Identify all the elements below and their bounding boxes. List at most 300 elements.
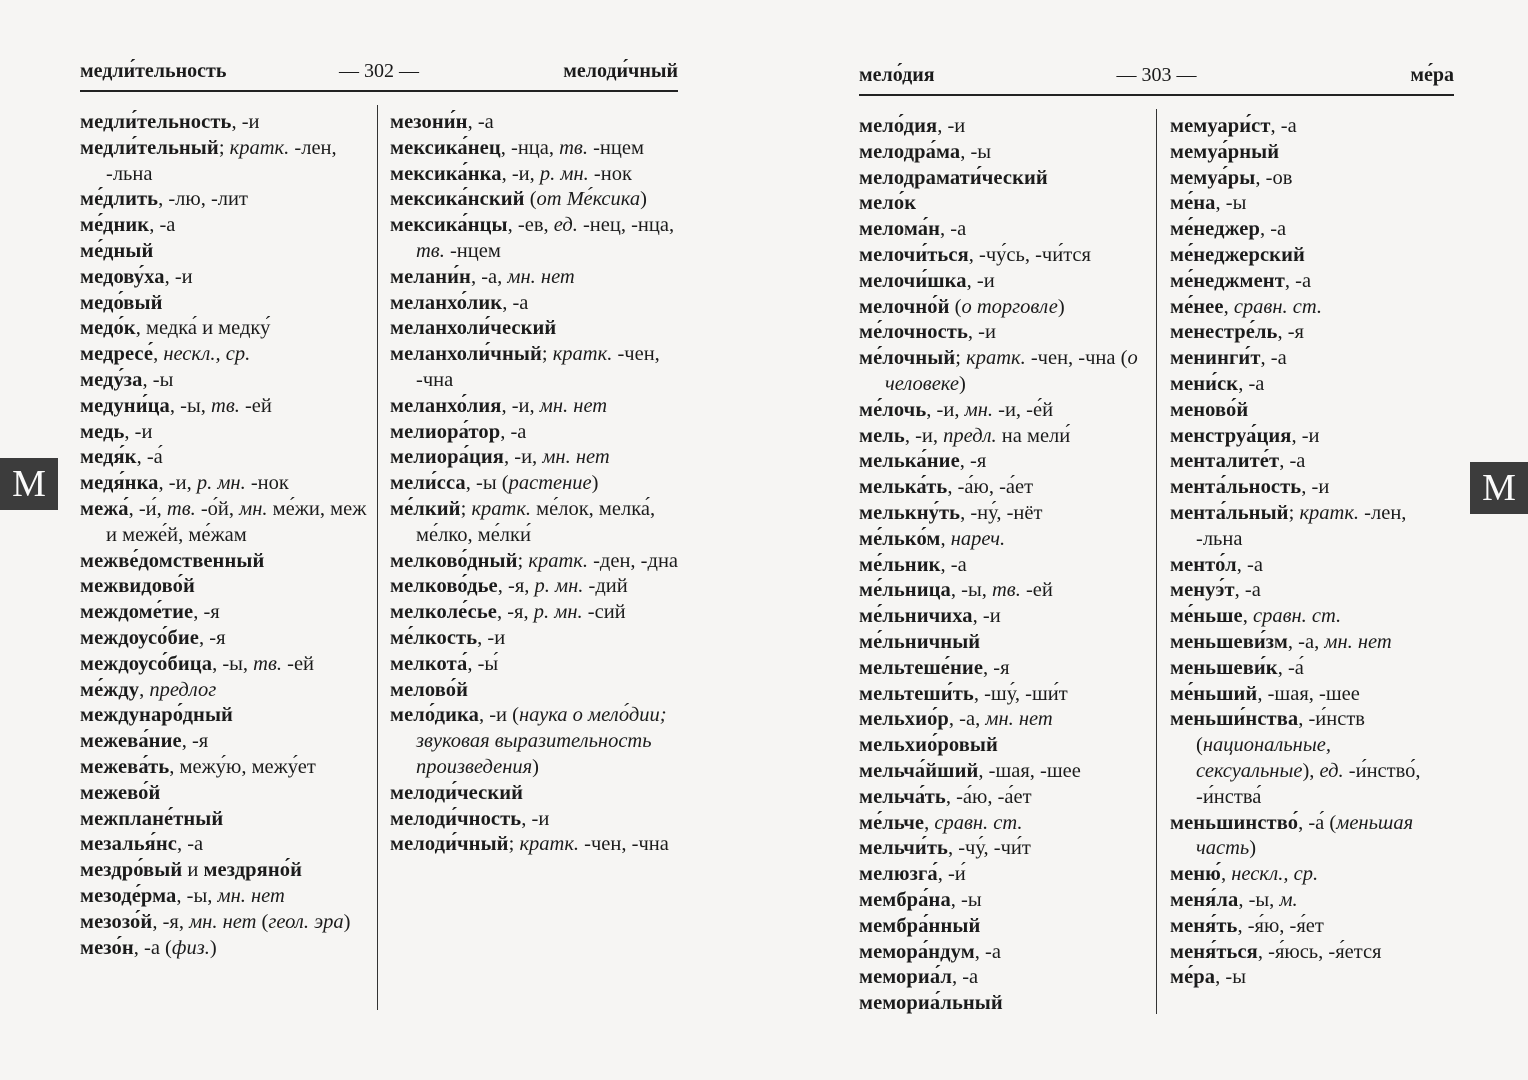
dictionary-entry xyxy=(390,291,678,317)
entry-headword: мемориа́льный xyxy=(859,992,1003,1015)
dictionary-entry xyxy=(859,166,1149,192)
entry-headword: менестре́ль xyxy=(1170,321,1278,344)
entry-grammar: , -и, мн. нет xyxy=(504,446,610,469)
entry-grammar: , -и xyxy=(521,807,550,830)
dictionary-entry xyxy=(80,832,368,858)
entry-grammar: , -и xyxy=(966,269,995,292)
dictionary-entry xyxy=(80,755,368,781)
entry-headword: меня́ла xyxy=(1170,888,1239,911)
dictionary-entry xyxy=(859,243,1149,269)
dictionary-entry xyxy=(859,630,1149,656)
dictionary-entry xyxy=(80,652,368,678)
entry-headword: менто́л xyxy=(1170,553,1237,576)
dictionary-entry xyxy=(80,497,368,549)
entry-grammar: , -чу́сь, -чи́тся xyxy=(968,243,1091,266)
entry-grammar: ; кратк. -лен, -льна xyxy=(106,136,337,185)
entry-grammar: , -ы, тв. -ей xyxy=(169,394,272,417)
dictionary-entry xyxy=(80,781,368,807)
dictionary-entry xyxy=(859,295,1149,321)
header-rule xyxy=(859,94,1454,96)
entry-headword: ме́неджерский xyxy=(1170,243,1305,266)
dictionary-entry xyxy=(80,265,368,291)
entry-headword: мелиора́тор xyxy=(390,420,501,443)
dictionary-entry xyxy=(859,965,1149,991)
entry-headword: мента́льность xyxy=(1170,476,1302,499)
entry-headword: мело́к xyxy=(859,192,917,215)
entry-headword: мента́льный xyxy=(1170,501,1289,524)
entry-headword: медь xyxy=(80,420,125,443)
entry-headword: мелоди́чный xyxy=(390,833,509,856)
entry-headword: медову́ха xyxy=(80,265,165,288)
entry-grammar: , сравн. ст. xyxy=(1223,295,1323,318)
dictionary-entry xyxy=(1170,604,1454,630)
entry-grammar: , -и xyxy=(477,626,506,649)
entry-grammar: , -шая, -шее xyxy=(1257,682,1360,705)
dictionary-entry xyxy=(859,759,1149,785)
entry-headword: ме́лько́м xyxy=(859,527,941,550)
dictionary-entry xyxy=(859,527,1149,553)
entry-headword: межева́ние xyxy=(80,730,182,753)
dictionary-entry xyxy=(1170,217,1454,243)
entry-headword: мельхио́ровый xyxy=(859,734,998,757)
entry-headword: ме́ра xyxy=(1170,966,1216,989)
dictionary-entry xyxy=(1170,424,1454,450)
dictionary-entry xyxy=(80,471,368,497)
dictionary-entry xyxy=(390,316,678,342)
dictionary-entry xyxy=(390,420,678,446)
dictionary-entry xyxy=(80,342,368,368)
letter-tab: М xyxy=(1470,462,1528,514)
entry-headword: медя́к xyxy=(80,446,137,469)
entry-headword: межплане́тный xyxy=(80,807,224,830)
entry-grammar: , -ев, ед. -нец, -нца, тв. -нцем xyxy=(416,214,675,262)
entry-headword: мексика́нцы xyxy=(390,214,508,237)
entry-grammar: , -а xyxy=(1238,372,1265,395)
entry-grammar: , -ы xyxy=(960,140,992,163)
dictionary-entry xyxy=(859,501,1149,527)
entry-grammar: , межу́ю, межу́ет xyxy=(169,755,316,778)
entry-headword: мелово́й xyxy=(390,678,468,701)
entry-grammar: , нескл., ср. xyxy=(153,343,251,366)
page-number: — 303 — xyxy=(1116,64,1197,86)
entry-headword: междоусо́бие xyxy=(80,626,199,649)
entry-grammar: , медка́ и медку́ xyxy=(135,317,271,340)
dictionary-entry xyxy=(80,213,368,239)
dictionary-entry xyxy=(390,807,678,833)
entry-grammar: , -я, мн. нет (геол. эра) xyxy=(152,910,351,933)
dictionary-entry xyxy=(80,136,368,188)
entry-headword: мелька́ние xyxy=(859,450,960,473)
entry-grammar: , -я xyxy=(959,450,987,473)
entry-grammar: , -я xyxy=(181,730,209,753)
dictionary-entry xyxy=(859,553,1149,579)
entry-headword: мезо́н xyxy=(80,936,134,959)
entry-grammar: (о торговле) xyxy=(949,295,1065,318)
entry-grammar: , -ы xyxy=(1215,966,1246,989)
column-divider xyxy=(377,105,378,1010)
entry-headword: ме́ньший xyxy=(1170,682,1258,705)
entry-headword: меланхо́лия xyxy=(390,394,502,417)
dictionary-entry xyxy=(80,703,368,729)
entry-headword: ме́льник xyxy=(859,553,941,576)
entry-grammar: , -а́ xyxy=(136,446,163,469)
entry-grammar: , -нца, тв. -нцем xyxy=(500,136,644,159)
entry-headword: ме́длить xyxy=(80,188,159,211)
entry-headword: ме́нее xyxy=(1170,295,1224,318)
dictionary-entry xyxy=(859,733,1149,759)
dictionary-entry xyxy=(1170,449,1454,475)
dictionary-entry xyxy=(1170,243,1454,269)
dictionary-entry xyxy=(390,549,678,575)
entries-column-1 xyxy=(859,114,1149,1017)
entry-headword: ме́льница xyxy=(859,579,951,602)
entry-grammar: , -и́ xyxy=(937,863,966,886)
entry-grammar: , -и xyxy=(937,115,966,137)
entry-grammar: , -а xyxy=(1234,579,1261,602)
entry-grammar: , -и, р. мн. -нок xyxy=(158,472,289,495)
entry-grammar: , -а xyxy=(951,966,979,989)
entry-headword: мембра́на xyxy=(859,888,951,911)
entry-grammar: , -я, р. мн. -сий xyxy=(496,601,626,624)
entry-headword: межве́домственный xyxy=(80,549,265,572)
entry-grammar: , -шу́, -ши́т xyxy=(973,682,1068,705)
dictionary-entry xyxy=(859,269,1149,295)
dictionary-entry xyxy=(859,991,1149,1017)
entry-grammar: , -а xyxy=(1279,450,1306,473)
entry-headword: меново́й xyxy=(1170,398,1249,421)
entry-headword: медя́нка xyxy=(80,472,159,495)
entry-headword: мемора́ндум xyxy=(859,940,975,963)
entry-grammar: , нареч. xyxy=(940,527,1006,550)
header-rule xyxy=(80,90,678,92)
entry-headword: ме́лкость xyxy=(390,626,478,649)
dictionary-entry xyxy=(859,940,1149,966)
entry-headword: менструа́ция xyxy=(1170,424,1292,447)
entry-headword: мезони́н xyxy=(390,111,468,133)
entry-headword: меня́ться xyxy=(1170,940,1258,963)
entry-headword: мексика́нка xyxy=(390,162,502,185)
dictionary-entry xyxy=(390,497,678,549)
dictionary-entry xyxy=(1170,630,1454,656)
entry-grammar: , -а́ю, -а́ет xyxy=(947,476,1034,499)
dictionary-entry xyxy=(80,600,368,626)
letter-tab: М xyxy=(0,458,58,510)
dictionary-entry xyxy=(859,707,1149,733)
dictionary-entry xyxy=(859,140,1149,166)
entry-headword: мелочи́шка xyxy=(859,269,967,292)
entry-headword: ме́неджер xyxy=(1170,218,1260,241)
entry-headword: ме́лочь xyxy=(859,398,927,421)
dictionary-entry xyxy=(1170,166,1454,192)
entry-grammar: , -а, мн. нет xyxy=(1287,630,1392,653)
entry-headword: междоусо́бица xyxy=(80,652,213,675)
dictionary-entry xyxy=(390,187,678,213)
entry-headword: мелиора́ция xyxy=(390,446,504,469)
entry-headword: междоме́тие xyxy=(80,601,194,624)
entry-headword: мезоде́рма xyxy=(80,884,177,907)
entry-grammar: , -ы, тв. -ей xyxy=(950,579,1053,602)
entry-headword: мельхио́р xyxy=(859,708,949,731)
entry-headword: мельча́йший xyxy=(859,759,979,782)
entry-headword: мелома́н xyxy=(859,218,941,241)
entry-headword: менталите́т xyxy=(1170,450,1280,473)
header-last-headword: ме́ра xyxy=(1410,64,1454,86)
entry-headword: мезозо́й xyxy=(80,910,153,933)
entry-grammar: , -а́ (меньшая часть) xyxy=(1196,811,1414,860)
entry-grammar: , -а xyxy=(500,420,527,443)
entry-grammar: , -я́юсь, -я́ется xyxy=(1257,940,1382,963)
entry-grammar: , сравн. ст. xyxy=(1242,605,1342,628)
dictionary-entry xyxy=(859,656,1149,682)
entry-grammar: , -а (физ.) xyxy=(133,936,217,959)
entry-grammar: , -я xyxy=(1277,321,1304,344)
entry-headword: мельтеши́ть xyxy=(859,682,974,705)
entry-headword: ме́дный xyxy=(80,239,154,262)
entry-grammar: , -а xyxy=(1260,347,1287,370)
entry-headword: меду́за xyxy=(80,368,143,391)
entry-headword: ме́дник xyxy=(80,214,150,237)
dictionary-entry xyxy=(1170,888,1454,914)
entries-column-2 xyxy=(390,110,678,858)
dictionary-entry xyxy=(390,110,678,136)
entry-headword: ме́лочный xyxy=(859,347,956,370)
dictionary-entry xyxy=(80,678,368,704)
dictionary-entry xyxy=(390,781,678,807)
dictionary-entry xyxy=(859,217,1149,243)
entry-headword: мело́дия xyxy=(859,115,938,137)
entry-headword: меланхо́лик xyxy=(390,291,503,314)
entry-headword: мелькну́ть xyxy=(859,501,961,524)
dictionary-entry xyxy=(1170,914,1454,940)
entry-headword: мембра́нный xyxy=(859,914,981,937)
dictionary-entry xyxy=(390,445,678,471)
dictionary-entry xyxy=(390,832,678,858)
entry-headword: мени́ск xyxy=(1170,372,1239,395)
entry-grammar: , -а xyxy=(1284,269,1312,292)
entry-headword: мемуари́ст xyxy=(1170,115,1271,137)
entry-grammar: , -а́ю, -а́ет xyxy=(945,785,1032,808)
entry-grammar: , -а xyxy=(1270,115,1297,137)
dictionary-entry xyxy=(1170,553,1454,579)
entry-headword: медли́тельный xyxy=(80,136,219,159)
dictionary-entry xyxy=(80,316,368,342)
entry-grammar: , -а xyxy=(502,291,529,314)
dictionary-entry xyxy=(1170,372,1454,398)
page-header xyxy=(80,60,678,90)
entry-headword: мело́дика xyxy=(390,704,479,727)
dictionary-entry xyxy=(390,213,678,265)
entry-headword: мельчи́ть xyxy=(859,837,948,860)
header-last-headword: мелоди́чный xyxy=(563,60,678,82)
dictionary-entry xyxy=(80,420,368,446)
entry-headword: мелколе́сье xyxy=(390,601,497,624)
entry-grammar: ; кратк. -чен, -чна xyxy=(508,833,669,856)
header-first-headword: медли́тельность xyxy=(80,60,227,82)
dictionary-entry xyxy=(390,703,678,780)
entry-grammar: , -ну́, -нёт xyxy=(960,501,1043,524)
dictionary-entry xyxy=(859,398,1149,424)
dictionary-entry xyxy=(1170,682,1454,708)
dictionary-entry xyxy=(859,862,1149,888)
entry-grammar: , -ы, тв. -ей xyxy=(212,652,315,675)
dictionary-entry xyxy=(80,110,368,136)
dictionary-entry xyxy=(390,652,678,678)
entry-grammar: , сравн. ст. xyxy=(924,811,1023,834)
entry-headword: мельтеше́ние xyxy=(859,656,984,679)
entry-grammar: , -и (наука о мело́дии; звуковая выразительность произведения) xyxy=(416,704,667,778)
entry-grammar: , -а xyxy=(176,833,204,856)
entry-grammar: , -а xyxy=(467,111,494,133)
dictionary-entry xyxy=(859,114,1149,140)
entry-headword: мелодрамати́ческий xyxy=(859,166,1048,189)
dictionary-entry xyxy=(80,291,368,317)
dictionary-entry xyxy=(390,574,678,600)
entry-headword: меньши́нства xyxy=(1170,708,1299,731)
dictionary-entry xyxy=(390,678,678,704)
entry-headword: ме́жду xyxy=(80,678,140,701)
dictionary-entry xyxy=(1170,707,1454,810)
entry-headword: ме́лочность xyxy=(859,321,968,344)
dictionary-entry xyxy=(80,807,368,833)
entry-headword: меланхоли́чный xyxy=(390,343,542,366)
dictionary-entry xyxy=(859,578,1149,604)
dictionary-entry xyxy=(1170,475,1454,501)
entry-grammar: , -и xyxy=(1291,424,1320,447)
entry-headword: менинги́т xyxy=(1170,347,1261,370)
entry-headword: мелюзга́ xyxy=(859,863,938,886)
entry-grammar: ; кратк. -чен, -чна (о человеке) xyxy=(885,347,1138,395)
entry-headword: ме́льче xyxy=(859,811,925,834)
entries-column-2 xyxy=(1170,114,1454,991)
dictionary-entry xyxy=(80,394,368,420)
entry-grammar: , -и, мн. нет xyxy=(501,394,608,417)
dictionary-entry xyxy=(390,136,678,162)
entry-headword: меньшеви́к xyxy=(1170,656,1278,679)
entry-headword: меня́ть xyxy=(1170,914,1238,937)
dictionary-entry xyxy=(1170,140,1454,166)
dictionary-entry xyxy=(1170,320,1454,346)
entry-headword: межева́ть xyxy=(80,755,170,778)
dictionary-entry xyxy=(1170,965,1454,991)
entry-grammar: , -а xyxy=(1236,553,1263,576)
dictionary-entry xyxy=(390,394,678,420)
dictionary-entry xyxy=(859,320,1149,346)
entry-grammar: , -я xyxy=(983,656,1010,679)
entry-grammar: , -я xyxy=(193,601,220,624)
entry-grammar: ; кратк. -лен, -льна xyxy=(1196,501,1407,550)
entry-headword: мемуа́ры xyxy=(1170,166,1256,189)
entry-headword: мелоди́ческий xyxy=(390,781,524,804)
entry-headword: ме́льничный xyxy=(859,630,981,653)
entry-headword: мели́сса xyxy=(390,472,466,495)
entry-grammar: , -а xyxy=(149,214,176,237)
dictionary-entry xyxy=(859,604,1149,630)
entry-headword: меньшинство́ xyxy=(1170,811,1299,834)
dictionary-entry xyxy=(859,475,1149,501)
dictionary-entry xyxy=(1170,191,1454,217)
dictionary-entry xyxy=(390,162,678,188)
entry-headword: междунаро́дный xyxy=(80,704,233,727)
entry-grammar: , -а xyxy=(1259,218,1287,241)
dictionary-entry xyxy=(859,191,1149,217)
entry-headword: мелочно́й xyxy=(859,295,950,318)
entry-headword: медо́к xyxy=(80,317,136,340)
dictionary-entry xyxy=(1170,578,1454,604)
entry-headword: мель xyxy=(859,424,905,447)
entry-headword: межа́ xyxy=(80,497,129,520)
entry-grammar: , -а́ xyxy=(1277,656,1304,679)
entry-grammar: , -и xyxy=(231,111,260,133)
entry-headword: мелани́н xyxy=(390,265,471,288)
entry-grammar: , -я́ю, -я́ет xyxy=(1237,914,1324,937)
header-first-headword: мело́дия xyxy=(859,64,935,86)
dictionary-entry xyxy=(80,884,368,910)
dictionary-entry xyxy=(1170,811,1454,863)
entry-grammar: , -ы, мн. нет xyxy=(176,884,285,907)
entry-headword: мелково́дье xyxy=(390,575,498,598)
entry-grammar: , -и, предл. на мели́ xyxy=(904,424,1071,447)
dictionary-entry xyxy=(390,626,678,652)
entry-grammar: (от Ме́ксика) xyxy=(524,188,647,211)
entry-headword: медо́вый xyxy=(80,291,163,314)
dictionary-entry xyxy=(1170,346,1454,372)
entry-grammar: , предлог xyxy=(139,678,217,701)
dictionary-entry xyxy=(859,449,1149,475)
dictionary-entry xyxy=(390,600,678,626)
entry-grammar: , -и́нств (национальные, сексуальные), ед. -и́нство́, -и́нства́ xyxy=(1196,708,1421,808)
entry-headword: мелька́ть xyxy=(859,476,948,499)
entry-headword: мелково́дный xyxy=(390,549,518,572)
dictionary-entry xyxy=(1170,656,1454,682)
entry-headword: мемуа́рный xyxy=(1170,140,1280,163)
entry-grammar: , -и́, тв. -о́й, мн. ме́жи, меж и меже́й, ме́жам xyxy=(106,497,367,546)
entry-headword: мелодра́ма xyxy=(859,140,961,163)
entry-grammar: , -и xyxy=(124,420,153,443)
dictionary-entry xyxy=(859,836,1149,862)
dictionary-entry xyxy=(859,346,1149,398)
entry-headword: мезалья́нс xyxy=(80,833,177,856)
entry-grammar: , -лю, -лит xyxy=(158,188,248,211)
entry-grammar: , -и, мн. -и, -е́й xyxy=(926,398,1054,421)
entry-headword: медуни́ца xyxy=(80,394,170,417)
entry-grammar: , -шая, -шее xyxy=(978,759,1081,782)
entry-headword: меньшеви́зм xyxy=(1170,630,1288,653)
entry-grammar: , -а xyxy=(940,553,967,576)
entry-headword: мельча́ть xyxy=(859,785,946,808)
entry-headword: мелоди́чность xyxy=(390,807,522,830)
dictionary-entry xyxy=(859,888,1149,914)
dictionary-entry xyxy=(80,936,368,962)
entry-headword: мелкота́ xyxy=(390,652,468,675)
entry-grammar: , -а, мн. нет xyxy=(948,708,1053,731)
dictionary-entry xyxy=(80,858,368,884)
entry-grammar: , -а xyxy=(974,940,1001,963)
dictionary-entry xyxy=(80,910,368,936)
entry-headword: мелочи́ться xyxy=(859,243,969,266)
dictionary-entry xyxy=(859,424,1149,450)
entry-headword: меланхоли́ческий xyxy=(390,317,557,340)
page-number: — 302 — xyxy=(339,60,419,82)
entry-headword: межево́й xyxy=(80,781,161,804)
entry-grammar: , -а xyxy=(940,218,967,241)
dictionary-entry xyxy=(80,187,368,213)
entry-grammar: и мездряно́й xyxy=(182,859,303,882)
dictionary-entry xyxy=(80,445,368,471)
entry-grammar: , -и, р. мн. -нок xyxy=(501,162,632,185)
entry-headword: межвидово́й xyxy=(80,575,195,598)
entry-grammar: , -а, мн. нет xyxy=(470,265,575,288)
entry-grammar: , -и xyxy=(967,321,996,344)
